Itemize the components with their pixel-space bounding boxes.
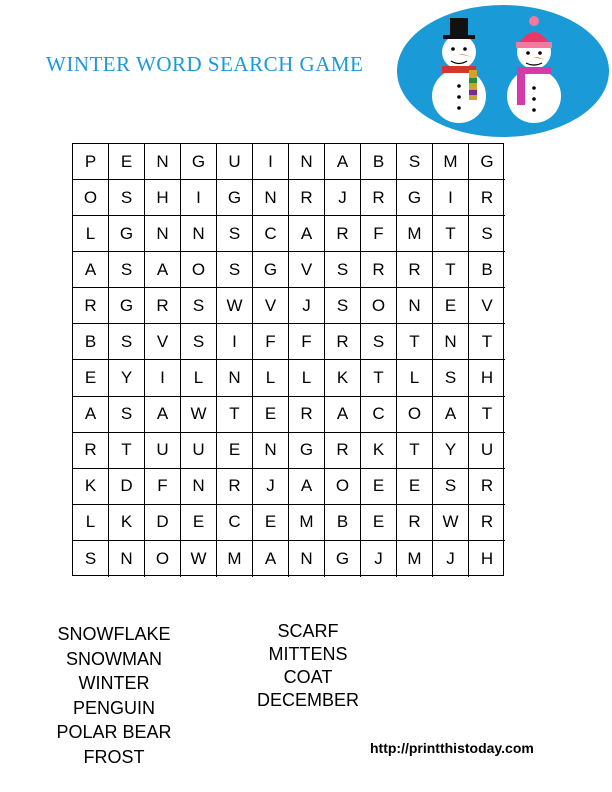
grid-cell[interactable]: R	[325, 324, 361, 360]
grid-cell[interactable]: I	[181, 180, 217, 216]
grid-cell[interactable]: A	[289, 469, 325, 505]
grid-cell[interactable]: A	[253, 541, 289, 577]
grid-cell[interactable]: L	[181, 360, 217, 396]
grid-cell[interactable]: U	[217, 144, 253, 180]
grid-cell[interactable]: V	[469, 288, 505, 324]
grid-cell[interactable]: E	[361, 469, 397, 505]
grid-cell[interactable]: M	[217, 541, 253, 577]
grid-cell[interactable]: R	[145, 288, 181, 324]
word-list-left	[44, 622, 184, 769]
grid-cell[interactable]: D	[145, 505, 181, 541]
grid-cell[interactable]: T	[469, 397, 505, 433]
word-list-item: SNOWMAN	[66, 648, 162, 669]
grid-cell[interactable]: S	[325, 252, 361, 288]
grid-cell[interactable]: K	[109, 505, 145, 541]
grid-cell[interactable]: O	[361, 288, 397, 324]
grid-cell[interactable]: A	[73, 397, 109, 433]
grid-cell[interactable]: L	[253, 360, 289, 396]
grid-cell[interactable]: N	[181, 469, 217, 505]
grid-cell[interactable]: S	[109, 324, 145, 360]
grid-cell[interactable]: E	[109, 144, 145, 180]
grid-cell[interactable]: H	[145, 180, 181, 216]
grid-cell[interactable]: D	[109, 469, 145, 505]
grid-cell[interactable]: S	[109, 180, 145, 216]
grid-cell[interactable]: N	[433, 324, 469, 360]
grid-cell[interactable]: R	[73, 288, 109, 324]
grid-cell[interactable]: F	[361, 216, 397, 252]
word-list-item: MITTENS	[268, 644, 348, 664]
grid-cell[interactable]: C	[217, 505, 253, 541]
grid-cell[interactable]: T	[433, 252, 469, 288]
grid-cell[interactable]: O	[73, 180, 109, 216]
grid-cell[interactable]: W	[181, 541, 217, 577]
grid-cell[interactable]: C	[361, 397, 397, 433]
grid-cell[interactable]: G	[109, 288, 145, 324]
grid-cell[interactable]: O	[397, 397, 433, 433]
grid-cell[interactable]: V	[289, 252, 325, 288]
grid-cell[interactable]: W	[217, 288, 253, 324]
grid-cell[interactable]: S	[217, 252, 253, 288]
grid-cell[interactable]: U	[469, 433, 505, 469]
grid-cell[interactable]: M	[397, 216, 433, 252]
grid-cell[interactable]: T	[397, 433, 433, 469]
grid-cell[interactable]: N	[145, 144, 181, 180]
grid-cell[interactable]: R	[289, 397, 325, 433]
grid-cell[interactable]: B	[325, 505, 361, 541]
grid-cell[interactable]: E	[253, 397, 289, 433]
grid-cell[interactable]: A	[73, 252, 109, 288]
grid-cell[interactable]: F	[253, 324, 289, 360]
grid-cell[interactable]: E	[217, 433, 253, 469]
grid-cell[interactable]: A	[325, 397, 361, 433]
grid-cell[interactable]: F	[289, 324, 325, 360]
grid-cell[interactable]: K	[73, 469, 109, 505]
grid-cell[interactable]: E	[397, 469, 433, 505]
grid-cell[interactable]: R	[217, 469, 253, 505]
grid-cell[interactable]: S	[433, 360, 469, 396]
grid-cell[interactable]: V	[253, 288, 289, 324]
grid-cell[interactable]: T	[397, 324, 433, 360]
grid-cell[interactable]: J	[325, 180, 361, 216]
grid-cell[interactable]: R	[325, 433, 361, 469]
grid-cell[interactable]: M	[433, 144, 469, 180]
grid-cell[interactable]: B	[361, 144, 397, 180]
grid-cell[interactable]: S	[217, 216, 253, 252]
grid-cell[interactable]: I	[433, 180, 469, 216]
grid-cell[interactable]: R	[325, 216, 361, 252]
grid-cell[interactable]: G	[109, 216, 145, 252]
grid-cell[interactable]: E	[253, 505, 289, 541]
grid-cell[interactable]: S	[73, 541, 109, 577]
grid-cell[interactable]: T	[433, 216, 469, 252]
grid-cell[interactable]: S	[325, 288, 361, 324]
grid-cell[interactable]: W	[181, 397, 217, 433]
grid-cell[interactable]: E	[181, 505, 217, 541]
grid-cell[interactable]: N	[109, 541, 145, 577]
word-list-right	[244, 620, 372, 712]
grid-cell[interactable]: N	[181, 216, 217, 252]
grid-cell[interactable]: T	[109, 433, 145, 469]
grid-cell[interactable]: R	[289, 180, 325, 216]
grid-cell[interactable]: L	[73, 505, 109, 541]
grid-cell[interactable]: N	[253, 180, 289, 216]
word-list-item: SNOWFLAKE	[57, 624, 171, 644]
grid-cell[interactable]: P	[73, 144, 109, 180]
grid-cell[interactable]: C	[253, 216, 289, 252]
grid-cell[interactable]: V	[145, 324, 181, 360]
grid-cell[interactable]: A	[145, 397, 181, 433]
word-list-item: COAT	[283, 667, 333, 687]
grid-cell[interactable]: R	[469, 180, 505, 216]
grid-cell[interactable]: S	[181, 288, 217, 324]
grid-cell[interactable]: B	[469, 252, 505, 288]
grid-cell[interactable]: T	[469, 324, 505, 360]
grid-cell[interactable]: H	[469, 360, 505, 396]
grid-cell[interactable]: L	[289, 360, 325, 396]
grid-cell[interactable]: I	[145, 360, 181, 396]
grid-cell[interactable]: F	[145, 469, 181, 505]
grid-cell[interactable]: O	[325, 469, 361, 505]
word-search-grid	[72, 143, 504, 576]
grid-cell[interactable]: J	[253, 469, 289, 505]
grid-cell[interactable]: B	[73, 324, 109, 360]
grid-cell[interactable]: M	[289, 505, 325, 541]
grid-cell[interactable]: M	[397, 541, 433, 577]
grid-cell[interactable]: G	[397, 180, 433, 216]
grid-cell[interactable]: O	[145, 541, 181, 577]
grid-cell[interactable]: N	[289, 541, 325, 577]
grid-cell[interactable]: R	[469, 469, 505, 505]
grid-cell[interactable]: J	[433, 541, 469, 577]
grid-cell[interactable]: S	[181, 324, 217, 360]
word-list-item: WINTER	[78, 673, 150, 693]
grid-cell[interactable]: N	[397, 288, 433, 324]
grid-cell[interactable]: A	[433, 397, 469, 433]
grid-cell[interactable]: W	[433, 505, 469, 541]
grid-cell[interactable]: G	[217, 180, 253, 216]
grid-cell[interactable]: S	[361, 324, 397, 360]
grid-cell[interactable]: J	[289, 288, 325, 324]
word-list-item: PENGUIN	[72, 697, 155, 718]
snowmen-illustration	[396, 4, 610, 138]
grid-cell[interactable]: R	[361, 252, 397, 288]
grid-cell[interactable]: G	[325, 541, 361, 577]
grid-cell[interactable]: E	[361, 505, 397, 541]
grid-cell[interactable]: N	[145, 216, 181, 252]
grid-cell[interactable]: T	[217, 397, 253, 433]
word-list-item: FROST	[83, 746, 145, 767]
grid-cell[interactable]: R	[397, 505, 433, 541]
grid-cell[interactable]: E	[73, 360, 109, 396]
grid-cell[interactable]: G	[469, 144, 505, 180]
grid-cell[interactable]: K	[325, 360, 361, 396]
grid-cell[interactable]: R	[397, 252, 433, 288]
grid-cell[interactable]: H	[480, 548, 494, 568]
grid-cell[interactable]: I	[217, 324, 253, 360]
grid-cell[interactable]: Y	[109, 360, 145, 396]
grid-cell[interactable]: G	[181, 144, 217, 180]
grid-cell[interactable]: G	[253, 252, 289, 288]
grid-cell[interactable]: L	[397, 360, 433, 396]
grid-cell[interactable]: L	[73, 216, 109, 252]
grid-cell[interactable]: E	[433, 288, 469, 324]
grid-cell[interactable]: N	[217, 360, 253, 396]
grid-cell[interactable]: S	[433, 469, 469, 505]
grid-cell[interactable]: N	[253, 433, 289, 469]
grid-cell[interactable]: U	[181, 433, 217, 469]
grid-cell[interactable]: I	[253, 144, 289, 180]
word-list-item: DECEMBER	[256, 690, 359, 710]
grid-cell[interactable]: S	[109, 252, 145, 288]
grid-cell[interactable]: S	[469, 216, 505, 252]
grid-cell[interactable]: A	[145, 252, 181, 288]
grid-cell[interactable]: N	[289, 144, 325, 180]
page-title: WINTER WORD SEARCH GAME	[46, 52, 364, 76]
grid-cell[interactable]: A	[289, 216, 325, 252]
grid-cell[interactable]: U	[145, 433, 181, 469]
grid-cell[interactable]: S	[397, 144, 433, 180]
grid-cell[interactable]: O	[181, 252, 217, 288]
word-list-item: SCARF	[277, 621, 339, 641]
grid-cell[interactable]: A	[325, 144, 361, 180]
grid-cell[interactable]: G	[289, 433, 325, 469]
word-list-item: POLAR BEAR	[56, 722, 172, 742]
grid-cell[interactable]: R	[469, 505, 505, 541]
grid-cell[interactable]: T	[361, 360, 397, 396]
grid-cell[interactable]: R	[73, 433, 109, 469]
grid-cell[interactable]: R	[361, 180, 397, 216]
grid-cell[interactable]: J	[361, 541, 397, 577]
grid-cell[interactable]: S	[109, 397, 145, 433]
grid-cell[interactable]: Y	[433, 433, 469, 469]
grid-cell[interactable]: K	[361, 433, 397, 469]
website-link[interactable]: http://printthistoday.com	[370, 740, 534, 756]
